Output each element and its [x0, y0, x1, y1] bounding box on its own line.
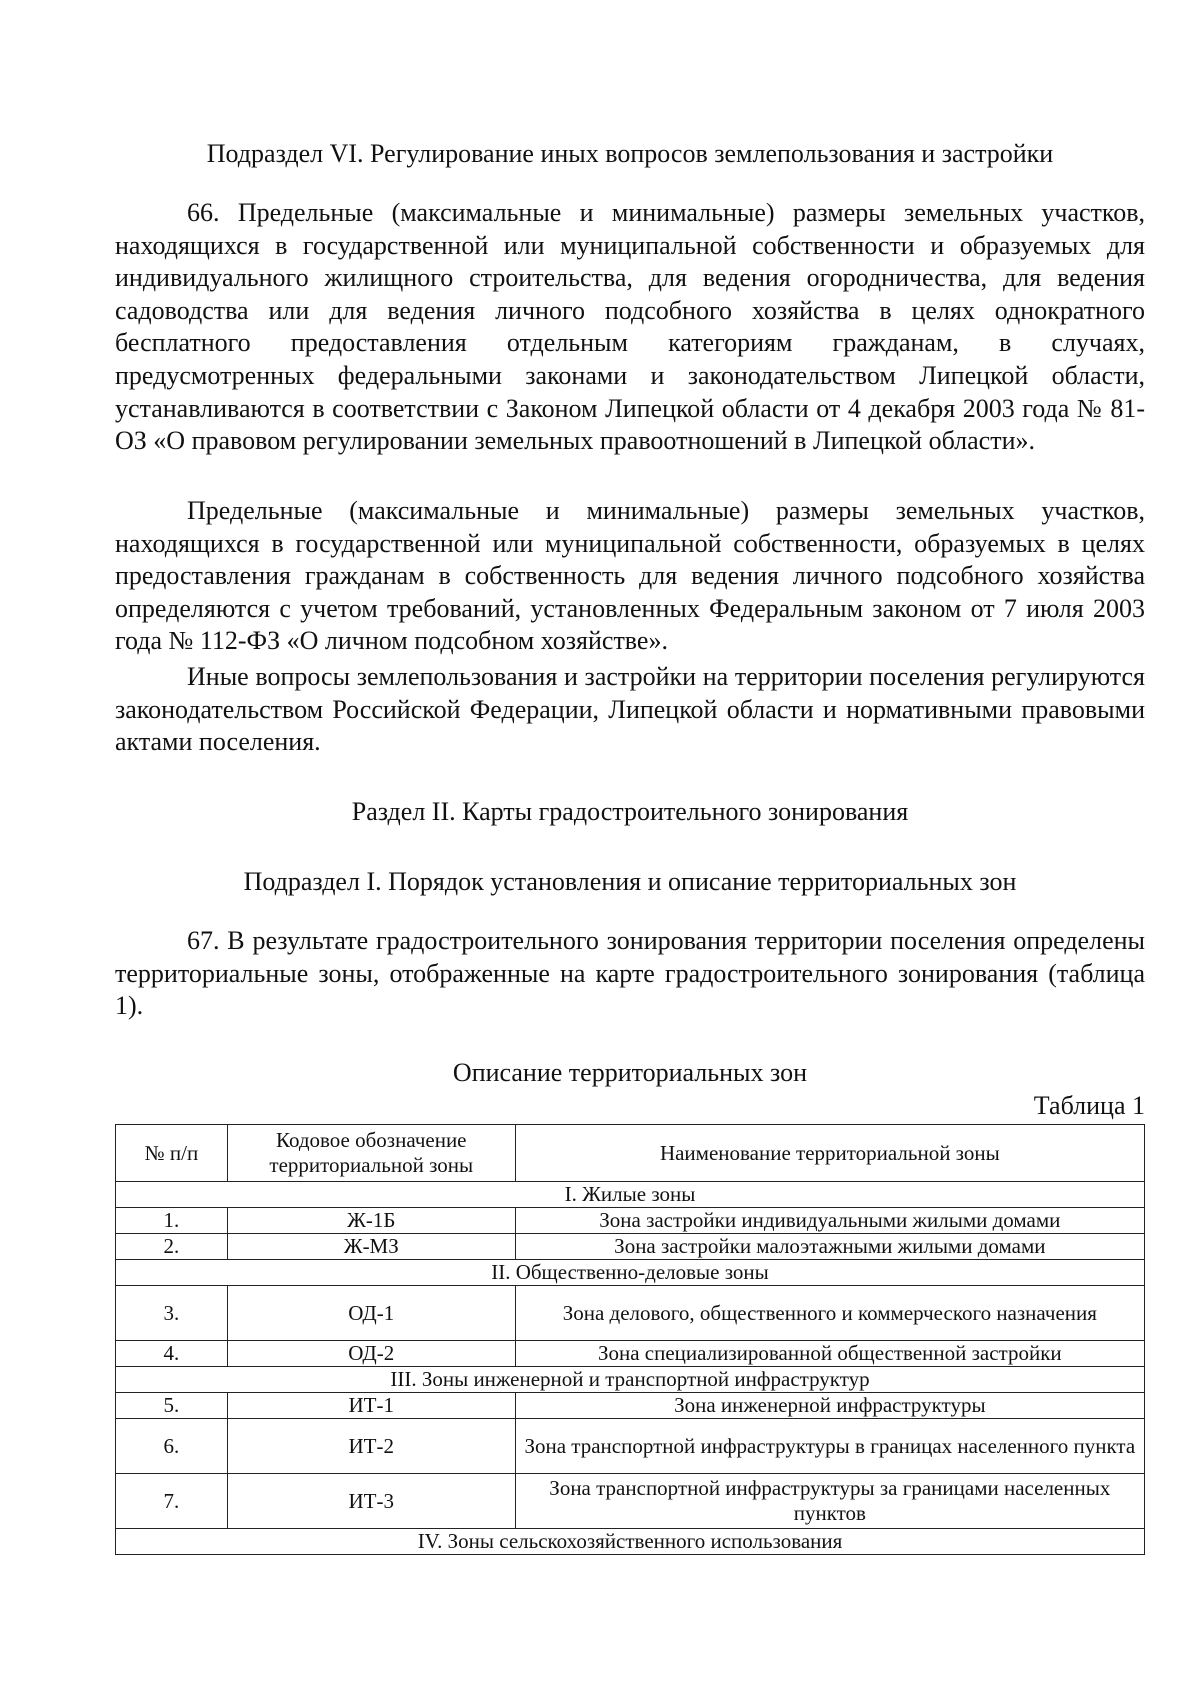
table-row — [116, 1419, 1145, 1474]
table-row — [116, 1341, 1145, 1367]
subsection-i-title: Подраздел I. Порядок установления и описание территориальных зон — [243, 867, 1017, 896]
paragraph-66: 66. Предельные (максимальные и минимальные) размеры земельных участков, находящихся в государственной или муниципальной собственности и образуемых для индивидуального жилищного строительства, для ведения огородничества, для ведения садоводства или для ведения личного подсобного хозяйства в целях однократного бесплатного предоставления отдельным категориям гражданам, в случаях, предусмотренных федеральными законами и законодательством Липецкой области, устанавливаются в соответствии с Законом Липецкой области от 4 декабря 2003 года № 81-ОЗ «О правовом регулировании земельных правоотношений в Липецкой области». — [115, 198, 1145, 456]
paragraph-plot-sizes: Предельные (максимальные и минимальные) размеры земельных участков, находящихся в государственной или муниципальной собственности, образуемых в целях предоставления гражданам в собственность для ведения личного подсобного хозяйства определяются с учетом требований, установленных Федеральным законом от 7 июля 2003 года № 112-ФЗ «О личном подсобном хозяйстве». — [115, 496, 1145, 656]
table-row — [116, 1474, 1145, 1529]
row-zone-name: Зона транспортной инфраструктуры за границами населенных пунктов — [515, 1474, 1144, 1529]
row-zone-name: Зона специализированной общественной застройки — [515, 1341, 1144, 1367]
row-code: ИТ-1 — [227, 1393, 515, 1419]
table-section-row — [116, 1260, 1145, 1286]
row-code: ОД-2 — [227, 1341, 515, 1367]
header-number: № п/п — [116, 1125, 228, 1182]
paragraph-other-questions: Иные вопросы землепользования и застройки на территории поселения регулируются законодательством Российской Федерации, Липецкой области и нормативными правовыми актами поселения. — [115, 662, 1145, 757]
table-number: Таблица 1 — [1033, 1091, 1145, 1120]
table-header-row — [116, 1125, 1145, 1182]
section-title: II. Общественно-деловые зоны — [116, 1260, 1145, 1286]
row-zone-name: Зона инженерной инфраструктуры — [515, 1393, 1144, 1419]
row-number: 7. — [116, 1474, 228, 1529]
table-row — [116, 1234, 1145, 1260]
section-title: IV. Зоны сельскохозяйственного использования — [116, 1529, 1145, 1555]
row-code: ИТ-2 — [227, 1419, 515, 1474]
row-number: 1. — [116, 1208, 228, 1234]
section-ii-title: Раздел II. Карты градостроительного зонирования — [351, 797, 909, 826]
header-zone-name: Наименование территориальной зоны — [515, 1125, 1144, 1182]
table-section-row — [116, 1367, 1145, 1393]
table-section-row — [116, 1182, 1145, 1208]
row-number: 6. — [116, 1419, 228, 1474]
section-title: III. Зоны инженерной и транспортной инфраструктур — [116, 1367, 1145, 1393]
subsection-vi-title: Подраздел VI. Регулирование иных вопросов землепользования и застройки — [206, 139, 1054, 168]
row-zone-name: Зона делового, общественного и коммерческого назначения — [515, 1286, 1144, 1341]
table-row — [116, 1208, 1145, 1234]
paragraph-67: 67. В результате градостроительного зонирования территории поселения определены территориальные зоны, отображенные на карте градостроительного зонирования (таблица 1). — [115, 926, 1145, 1021]
row-code: Ж-МЗ — [227, 1234, 515, 1260]
row-zone-name: Зона транспортной инфраструктуры в границах населенного пункта — [515, 1419, 1144, 1474]
header-code: Кодовое обозначение территориальной зоны — [227, 1125, 515, 1182]
row-zone-name: Зона застройки индивидуальными жилыми домами — [515, 1208, 1144, 1234]
row-code: Ж-1Б — [227, 1208, 515, 1234]
row-zone-name: Зона застройки малоэтажными жилыми домами — [515, 1234, 1144, 1260]
zones-table — [115, 1124, 1145, 1555]
row-number: 2. — [116, 1234, 228, 1260]
row-number: 5. — [116, 1393, 228, 1419]
table-caption: Описание территориальных зон — [452, 1058, 808, 1087]
table-row — [116, 1286, 1145, 1341]
row-code: ОД-1 — [227, 1286, 515, 1341]
section-title: I. Жилые зоны — [116, 1182, 1145, 1208]
table-row — [116, 1393, 1145, 1419]
table-section-row — [116, 1529, 1145, 1555]
row-code: ИТ-3 — [227, 1474, 515, 1529]
row-number: 4. — [116, 1341, 228, 1367]
row-number: 3. — [116, 1286, 228, 1341]
